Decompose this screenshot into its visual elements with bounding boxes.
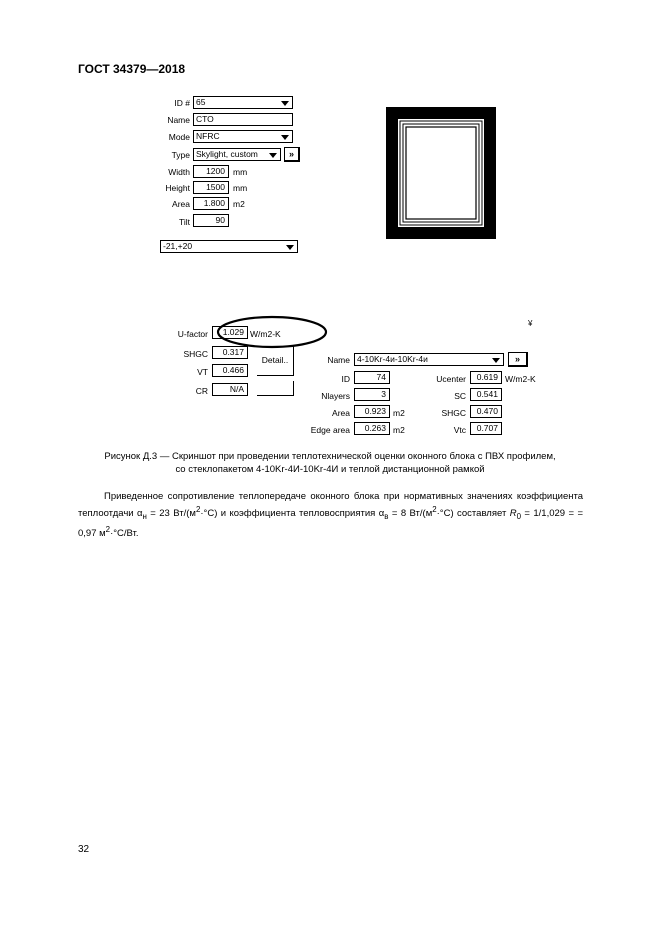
edge-area-label: Edge area bbox=[310, 425, 350, 435]
para-text-f: = 1/1,029 = = 0,97 м bbox=[78, 508, 584, 540]
glazing-id-label: ID bbox=[341, 374, 350, 384]
caption-line-2: со стеклопакетом 4-10Kr-4И-10Kr-4И и теплой дистанционной рамкой bbox=[175, 464, 485, 475]
width-label: Width bbox=[168, 167, 190, 177]
type-select[interactable] bbox=[193, 148, 281, 161]
para-text-e: ·°С) составляет bbox=[436, 508, 510, 520]
superscript-2b: 2 bbox=[432, 505, 437, 514]
window-preview-image bbox=[386, 107, 496, 239]
nlayers-label: Nlayers bbox=[321, 391, 350, 401]
glazing-area-unit: m2 bbox=[393, 408, 405, 418]
glazing-shgc-label: SHGC bbox=[441, 408, 466, 418]
alpha-symbol-2: α bbox=[378, 508, 385, 520]
mode-select[interactable] bbox=[193, 130, 293, 143]
alpha-subscript-v: в bbox=[384, 512, 389, 522]
tilt-input[interactable]: 90 bbox=[193, 214, 229, 227]
area-label: Area bbox=[172, 199, 190, 209]
para-text-a: Приведенное сопротивление теплопередаче оконного блока при нормативных значениях коэффициента теплоотдачи bbox=[78, 491, 583, 520]
shgc-value: 0.317 bbox=[212, 346, 248, 359]
body-paragraph bbox=[78, 490, 583, 540]
environment-select-value: -21,+20 bbox=[163, 241, 193, 251]
para-text-d: = 8 Вт/(м bbox=[388, 508, 433, 520]
environment-select[interactable] bbox=[160, 240, 298, 253]
glazing-id-value: 74 bbox=[354, 371, 390, 384]
width-unit: mm bbox=[233, 167, 248, 177]
detail-button[interactable]: Detail.. bbox=[257, 345, 294, 376]
glazing-more-button[interactable]: » bbox=[508, 352, 528, 367]
vtc-value: 0.707 bbox=[470, 422, 502, 435]
height-input[interactable]: 1500 bbox=[193, 181, 229, 194]
cr-value: N/A bbox=[212, 383, 248, 396]
type-select-value: Skylight, custom bbox=[196, 149, 258, 159]
ucenter-label: Ucenter bbox=[436, 374, 466, 384]
ucenter-value: 0.619 bbox=[470, 371, 502, 384]
cr-label: CR bbox=[195, 386, 208, 396]
chevron-down-icon bbox=[286, 245, 294, 250]
mode-label: Mode bbox=[168, 132, 190, 142]
para-text-b: = 23 Вт/(м bbox=[146, 508, 196, 520]
alpha-subscript-n: н bbox=[142, 512, 147, 522]
page-number: 32 bbox=[78, 844, 90, 855]
sc-label: SC bbox=[454, 391, 466, 401]
area-input[interactable]: 1.800 bbox=[193, 197, 229, 210]
superscript-2a: 2 bbox=[195, 505, 201, 514]
type-more-button[interactable]: » bbox=[284, 147, 300, 162]
vtc-label: Vtc bbox=[453, 425, 466, 435]
chevron-down-icon bbox=[281, 135, 289, 140]
empty-button[interactable] bbox=[257, 381, 294, 396]
caption-line-1: Рисунок Д.3 — Скриншот при проведении теплотехнической оценки оконного блока с ПВХ профилем, bbox=[104, 451, 556, 462]
height-label: Height bbox=[165, 183, 190, 193]
id-select[interactable] bbox=[193, 96, 293, 109]
chevron-down-icon bbox=[492, 358, 500, 363]
ufactor-unit: W/m2-K bbox=[250, 329, 281, 339]
id-label: ID # bbox=[174, 98, 190, 108]
name-input[interactable]: CTO bbox=[193, 113, 293, 126]
height-unit: mm bbox=[233, 183, 248, 193]
area-unit: m2 bbox=[233, 199, 245, 209]
document-header: ГОСТ 34379—2018 bbox=[78, 62, 186, 76]
stray-mark: ¥ bbox=[528, 319, 533, 328]
ufactor-value: 1.029 bbox=[212, 326, 248, 339]
para-text-c: ·°С) и коэффициента тепловосприятия bbox=[200, 508, 379, 520]
ufactor-label: U-factor bbox=[177, 329, 208, 339]
mode-select-value: NFRC bbox=[196, 131, 220, 141]
figure-caption bbox=[60, 450, 600, 476]
type-label: Type bbox=[171, 150, 190, 160]
tilt-label: Tilt bbox=[178, 217, 190, 227]
nlayers-value: 3 bbox=[354, 388, 390, 401]
name-label: Name bbox=[167, 115, 190, 125]
glazing-area-label: Area bbox=[332, 408, 350, 418]
chevron-down-icon bbox=[281, 101, 289, 106]
r-symbol: R bbox=[509, 508, 517, 520]
vt-label: VT bbox=[197, 367, 208, 377]
glazing-area-value: 0.923 bbox=[354, 405, 390, 418]
width-input[interactable]: 1200 bbox=[193, 165, 229, 178]
r-subscript-0: 0 bbox=[516, 512, 521, 522]
edge-area-value: 0.263 bbox=[354, 422, 390, 435]
glazing-shgc-value: 0.470 bbox=[470, 405, 502, 418]
chevron-down-icon bbox=[269, 153, 277, 158]
glazing-name-value: 4-10Kr-4и-10Kr-4и bbox=[357, 354, 428, 364]
sc-value: 0.541 bbox=[470, 388, 502, 401]
para-text-g: ·°С/Вт. bbox=[110, 528, 139, 540]
id-select-value: 65 bbox=[196, 97, 206, 107]
glazing-name-select[interactable] bbox=[354, 353, 504, 366]
edge-area-unit: m2 bbox=[393, 425, 405, 435]
vt-value: 0.466 bbox=[212, 364, 248, 377]
ucenter-unit: W/m2-K bbox=[505, 374, 536, 384]
shgc-label: SHGC bbox=[183, 349, 208, 359]
superscript-2c: 2 bbox=[105, 525, 111, 535]
alpha-symbol: α bbox=[137, 508, 143, 520]
glazing-name-label: Name bbox=[327, 355, 350, 365]
